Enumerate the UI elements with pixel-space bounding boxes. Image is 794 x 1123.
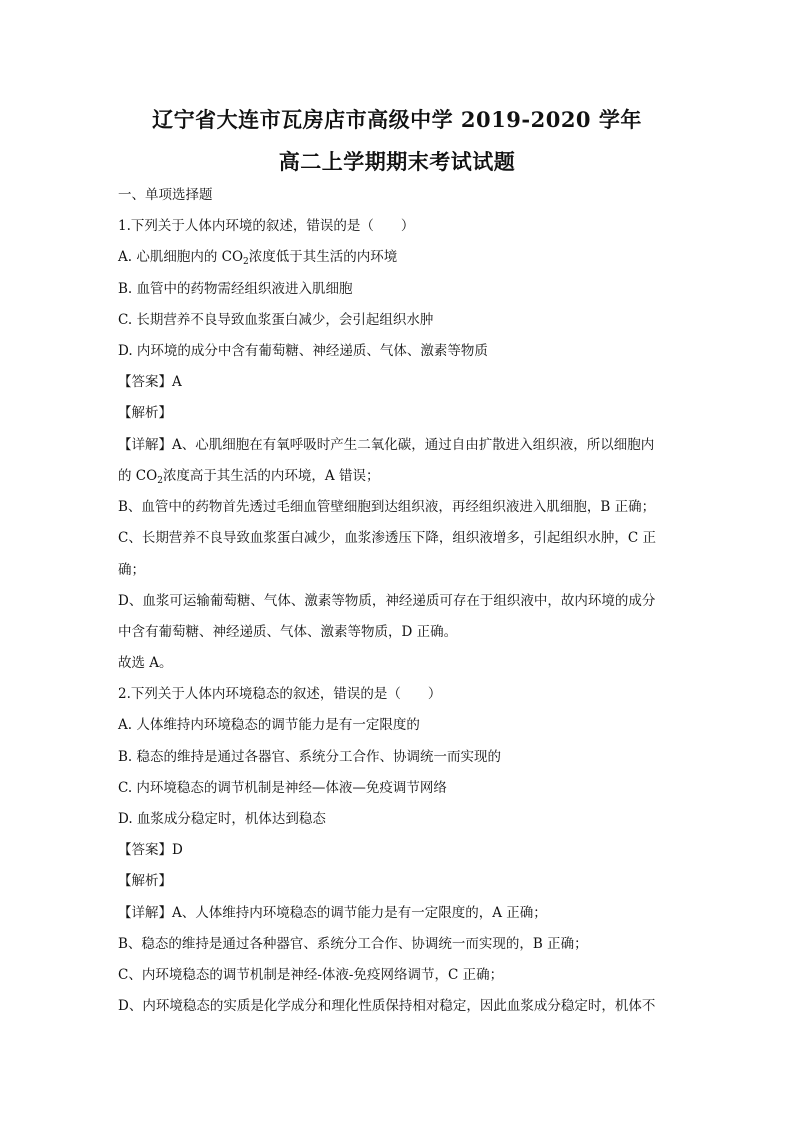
q2-detail-line: D、内环境稳态的实质是化学成分和理化性质保持相对稳定，因此血浆成分稳定时，机体不 <box>118 998 656 1014</box>
document-title-line-1: 辽宁省大连市瓦房店市高级中学 2019-2020 学年 <box>152 107 642 132</box>
q1-detail-line: B、血管中的药物首先透过毛细血管壁细胞到达组织液，再经组织液进入肌细胞，B 正确； <box>118 499 656 515</box>
q2-option-d: D. 血浆成分稳定时，机体达到稳态 <box>118 811 326 827</box>
q1-option-a <box>118 248 678 271</box>
q2-detail-line: B、稳态的维持是通过各种器官、系统分工合作、协调统一而实现的，B 正确； <box>118 936 588 952</box>
q1-analysis-label: 【解析】 <box>118 405 172 421</box>
q2-answer: 【答案】D <box>118 842 183 858</box>
q2-detail-line: 【详解】A、人体维持内环境稳态的调节能力是有一定限度的，A 正确； <box>118 905 547 921</box>
q2-option-b: B. 稳态的维持是通过各器官、系统分工合作、协调统一而实现的 <box>118 749 502 765</box>
q1-stem: 1.下列关于人体内环境的叙述，错误的是（ ） <box>118 218 415 234</box>
q1-option-a-text: A. 心肌细胞内的 CO <box>118 249 244 265</box>
q1-detail-line: 中含有葡萄糖、神经递质、气体、激素等物质，D 正确。 <box>118 624 458 640</box>
q1-detail-line <box>118 467 678 490</box>
q1-option-d: D. 内环境的成分中含有葡萄糖、神经递质、气体、激素等物质 <box>118 343 488 359</box>
q1-detail-line: C、长期营养不良导致血浆蛋白减少，血浆渗透压下降，组织液增多，引起组织水肿，C 正 <box>118 530 656 546</box>
q1-option-c: C. 长期营养不良导致血浆蛋白减少，会引起组织水肿 <box>118 312 434 328</box>
subscript: 2 <box>243 257 249 267</box>
q2-stem: 2.下列关于人体内环境稳态的叙述，错误的是（ ） <box>118 686 442 702</box>
q2-detail-line: C、内环境稳态的调节机制是神经-体液-免疫网络调节，C 正确； <box>118 967 504 983</box>
q1-option-a-text-end: 浓度低于其生活的内环境 <box>248 249 398 265</box>
section-heading: 一、单项选择题 <box>118 187 213 203</box>
document-title-line-2: 高二上学期期末考试试题 <box>278 149 516 174</box>
q1-detail-line: 【详解】A、心肌细胞在有氧呼吸时产生二氧化碳，通过自由扩散进入组织液，所以细胞内 <box>118 437 655 453</box>
q1-detail-text: 的 CO <box>118 468 158 484</box>
q2-option-a: A. 人体维持内环境稳态的调节能力是有一定限度的 <box>118 717 420 733</box>
q2-analysis-label: 【解析】 <box>118 873 172 889</box>
q1-detail-line: 确； <box>118 562 145 578</box>
q1-option-b: B. 血管中的药物需经组织液进入肌细胞 <box>118 281 353 297</box>
q1-detail-line: D、血浆可运输葡萄糖、气体、激素等物质，神经递质可存在于组织液中，故内环境的成分 <box>118 593 656 609</box>
q2-option-c: C. 内环境稳态的调节机制是神经—体液—免疫调节网络 <box>118 780 447 796</box>
q1-detail-text-end: 浓度高于其生活的内环境，A 错误； <box>162 468 380 484</box>
q1-conclusion: 故选 A。 <box>118 655 173 671</box>
subscript: 2 <box>157 476 163 486</box>
q1-answer: 【答案】A <box>118 374 182 390</box>
